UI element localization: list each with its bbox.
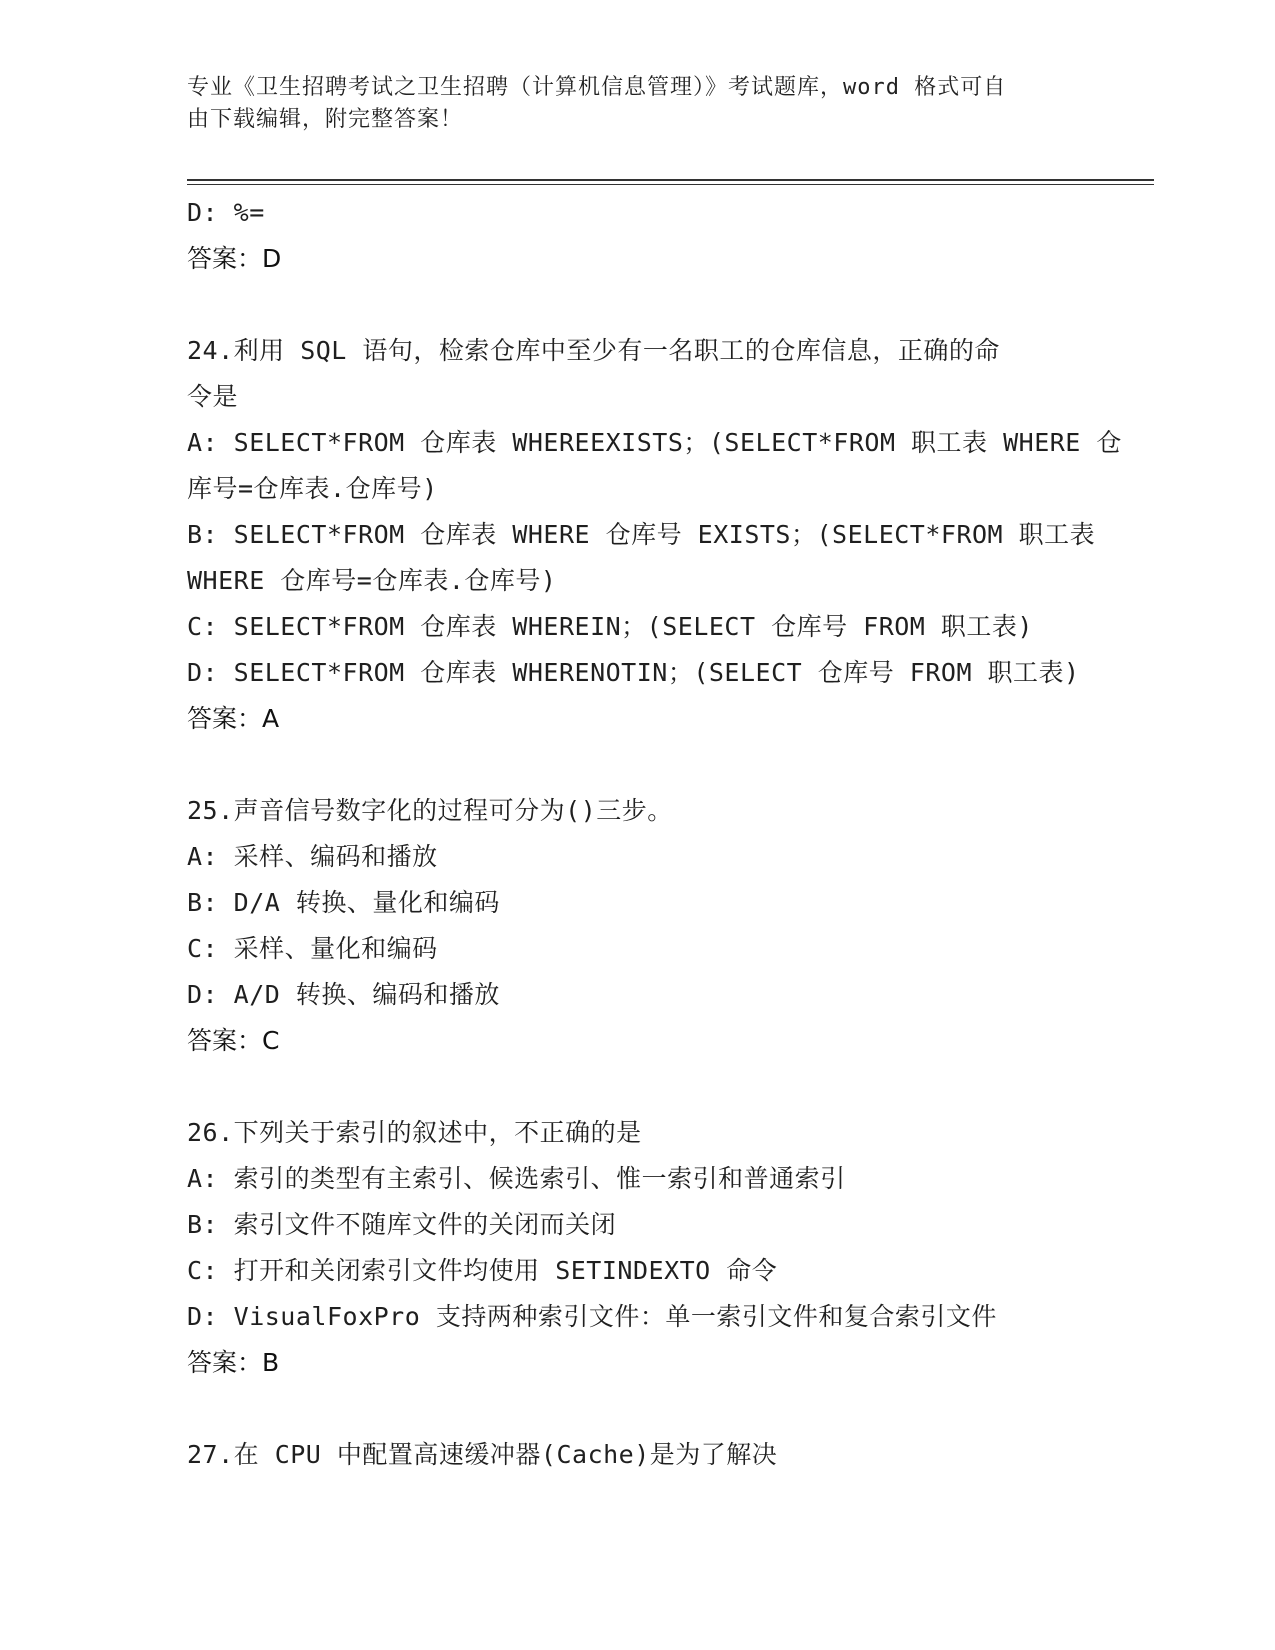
q24-option-a-line-2: 库号=仓库表.仓库号) — [187, 474, 438, 503]
q26-option-c: C: 打开和关闭索引文件均使用 SETINDEXTO 命令 — [187, 1256, 778, 1285]
q24-option-b-line-2: WHERE 仓库号=仓库表.仓库号) — [187, 566, 557, 595]
spacer — [187, 282, 1087, 328]
q25-option-a: A: 采样、编码和播放 — [187, 842, 438, 871]
q25-stem: 25.声音信号数字化的过程可分为()三步。 — [187, 796, 673, 825]
q24-option-b-line-1: B: SELECT*FROM 仓库表 WHERE 仓库号 EXISTS；(SELECT*FROM 职工表 — [187, 520, 1096, 549]
q26-stem: 26.下列关于索引的叙述中，不正确的是 — [187, 1118, 642, 1147]
q26-option-d: D: VisualFoxPro 支持两种索引文件：单一索引文件和复合索引文件 — [187, 1302, 997, 1331]
header-line-1: 专业《卫生招聘考试之卫生招聘（计算机信息管理）》考试题库，word 格式可自 — [187, 75, 1007, 100]
header-line-2: 由下载编辑，附完整答案！ — [187, 107, 464, 132]
header-rule-thick — [187, 179, 1154, 181]
q25-answer: 答案：C — [187, 1026, 280, 1055]
q25-option-c: C: 采样、量化和编码 — [187, 934, 438, 963]
q24-option-c: C: SELECT*FROM 仓库表 WHEREIN；(SELECT 仓库号 FROM 职工表) — [187, 612, 1033, 641]
q27-stem: 27.在 CPU 中配置高速缓冲器(Cache)是为了解决 — [187, 1440, 778, 1469]
spacer — [187, 742, 1087, 788]
q24-stem-line-2: 令是 — [187, 382, 239, 411]
question-24 — [187, 328, 1122, 742]
q26-answer: 答案：B — [187, 1348, 280, 1377]
q26-option-a: A: 索引的类型有主索引、候选索引、惟一索引和普通索引 — [187, 1164, 846, 1193]
q24-option-d: D: SELECT*FROM 仓库表 WHERENOTIN；(SELECT 仓库号 FROM 职工表) — [187, 658, 1080, 687]
question-25 — [187, 788, 1087, 1064]
prev-answer: 答案：D — [187, 244, 282, 273]
q24-option-a-line-1: A: SELECT*FROM 仓库表 WHEREEXISTS；(SELECT*FROM 职工表 WHERE 仓 — [187, 428, 1122, 457]
header-rule-thin — [187, 184, 1154, 185]
question-26 — [187, 1110, 1087, 1386]
q24-answer: 答案：A — [187, 704, 280, 733]
question-content — [187, 190, 1122, 1478]
q25-option-b: B: D/A 转换、量化和编码 — [187, 888, 500, 917]
prev-option-d: D: %= — [187, 198, 265, 227]
q25-option-d: D: A/D 转换、编码和播放 — [187, 980, 500, 1009]
q26-option-b: B: 索引文件不随库文件的关闭而关闭 — [187, 1210, 617, 1239]
document-header — [187, 72, 1087, 136]
spacer — [187, 1064, 1087, 1110]
question-27 — [187, 1432, 1087, 1478]
q24-stem-line-1: 24.利用 SQL 语句，检索仓库中至少有一名职工的仓库信息，正确的命 — [187, 336, 1000, 365]
spacer — [187, 1386, 1087, 1432]
